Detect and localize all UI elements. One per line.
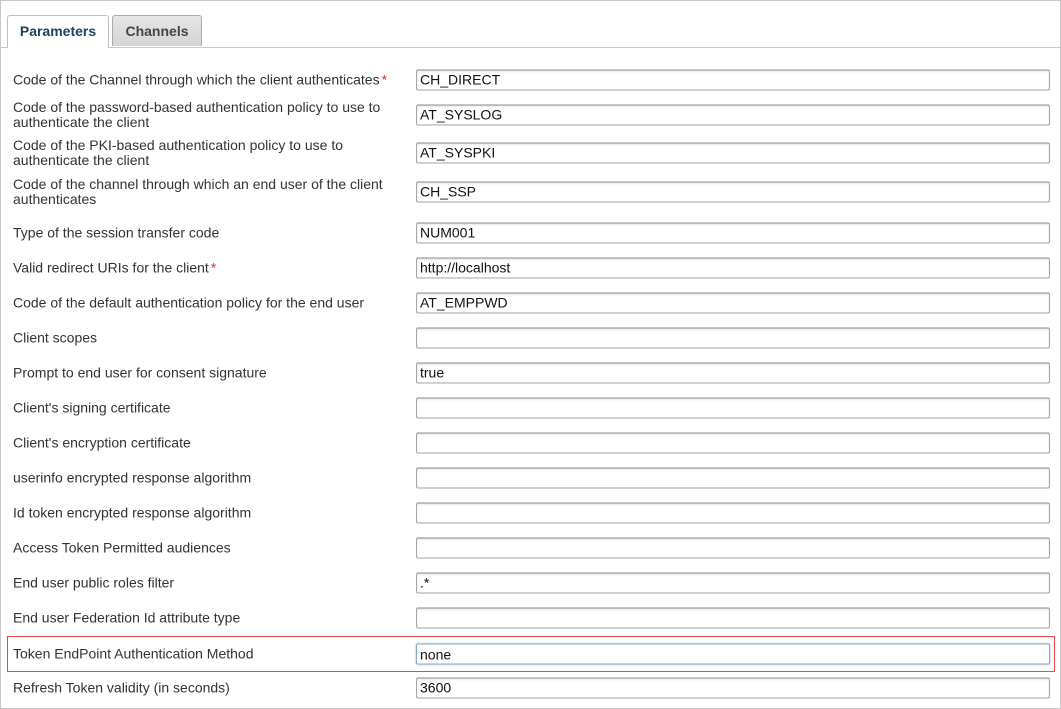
field-label-text: Access Token Permitted audiences	[13, 539, 231, 555]
form-row	[7, 460, 1055, 495]
field-label-text: Refresh Token validity (in seconds)	[13, 679, 230, 695]
field-label	[13, 470, 393, 485]
form-row	[7, 97, 1055, 132]
field-label	[13, 225, 393, 240]
field-label	[13, 72, 393, 87]
form-row	[7, 670, 1055, 705]
field-label-text: Code of the password-based authentication policy to use to authenticate the client	[13, 98, 381, 130]
field-label-text: Client's encryption certificate	[13, 434, 191, 450]
field-label	[13, 100, 393, 130]
field-label	[13, 400, 393, 415]
form-row	[7, 174, 1055, 209]
field-input[interactable]	[416, 432, 1050, 453]
form-row	[7, 250, 1055, 285]
field-label	[13, 435, 393, 450]
field-label-text: End user public roles filter	[13, 574, 175, 590]
field-input[interactable]	[416, 467, 1050, 488]
field-input[interactable]	[416, 572, 1050, 593]
required-marker: *	[381, 71, 388, 87]
field-label-text: userinfo encrypted response algorithm	[13, 469, 252, 485]
field-label	[13, 365, 393, 380]
form-row	[7, 320, 1055, 355]
field-label	[13, 680, 393, 695]
field-label-text: Valid redirect URIs for the client	[13, 259, 209, 275]
field-input[interactable]	[416, 362, 1050, 383]
required-marker: *	[210, 259, 217, 275]
tab-channels[interactable]: Channels	[112, 15, 202, 46]
field-label-text: Client's signing certificate	[13, 399, 171, 415]
form-row	[7, 285, 1055, 320]
field-input[interactable]	[416, 104, 1050, 125]
form-row	[7, 215, 1055, 250]
field-input[interactable]	[416, 502, 1050, 523]
field-label-text: Code of the PKI-based authentication policy to use to authenticate the client	[13, 136, 343, 168]
field-label	[13, 610, 393, 625]
field-input[interactable]	[416, 142, 1050, 163]
form-row	[7, 495, 1055, 530]
field-label	[13, 647, 393, 662]
field-label	[13, 138, 393, 168]
field-input[interactable]	[416, 257, 1050, 278]
field-label	[13, 575, 393, 590]
tab-parameters[interactable]: Parameters	[7, 15, 109, 48]
field-input[interactable]	[416, 677, 1050, 698]
field-label	[13, 505, 393, 520]
field-input[interactable]	[416, 292, 1050, 313]
field-input[interactable]	[416, 181, 1050, 202]
form-row	[7, 135, 1055, 170]
field-label-text: Code of the default authentication policy for the end user	[13, 294, 365, 310]
form-row	[7, 425, 1055, 460]
field-label	[13, 295, 393, 310]
field-label-text: Client scopes	[13, 329, 98, 345]
field-label	[13, 177, 393, 207]
field-input[interactable]	[416, 537, 1050, 558]
field-label	[13, 540, 393, 555]
form-row	[7, 62, 1055, 97]
field-label	[13, 330, 393, 345]
form-row	[7, 530, 1055, 565]
field-label-text: Prompt to end user for consent signature	[13, 364, 267, 380]
field-label-text: Id token encrypted response algorithm	[13, 504, 252, 520]
field-label-text: Code of the Channel through which the client authenticates	[13, 71, 380, 87]
form-row	[7, 600, 1055, 635]
field-input[interactable]	[416, 607, 1050, 628]
form-row	[7, 355, 1055, 390]
form-row	[7, 390, 1055, 425]
field-label	[13, 260, 393, 275]
field-input[interactable]	[416, 397, 1050, 418]
field-input[interactable]	[416, 222, 1050, 243]
field-label-text: Code of the channel through which an end user of the client authenticates	[13, 175, 383, 207]
field-label-text: End user Federation Id attribute type	[13, 609, 241, 625]
field-label-text: Token EndPoint Authentication Method	[13, 645, 254, 662]
field-input[interactable]	[416, 644, 1050, 665]
tab-bar	[1, 1, 1060, 48]
field-input[interactable]	[416, 69, 1050, 90]
form-row	[7, 636, 1055, 672]
form-row	[7, 565, 1055, 600]
field-input[interactable]	[416, 327, 1050, 348]
field-label-text: Type of the session transfer code	[13, 224, 220, 240]
